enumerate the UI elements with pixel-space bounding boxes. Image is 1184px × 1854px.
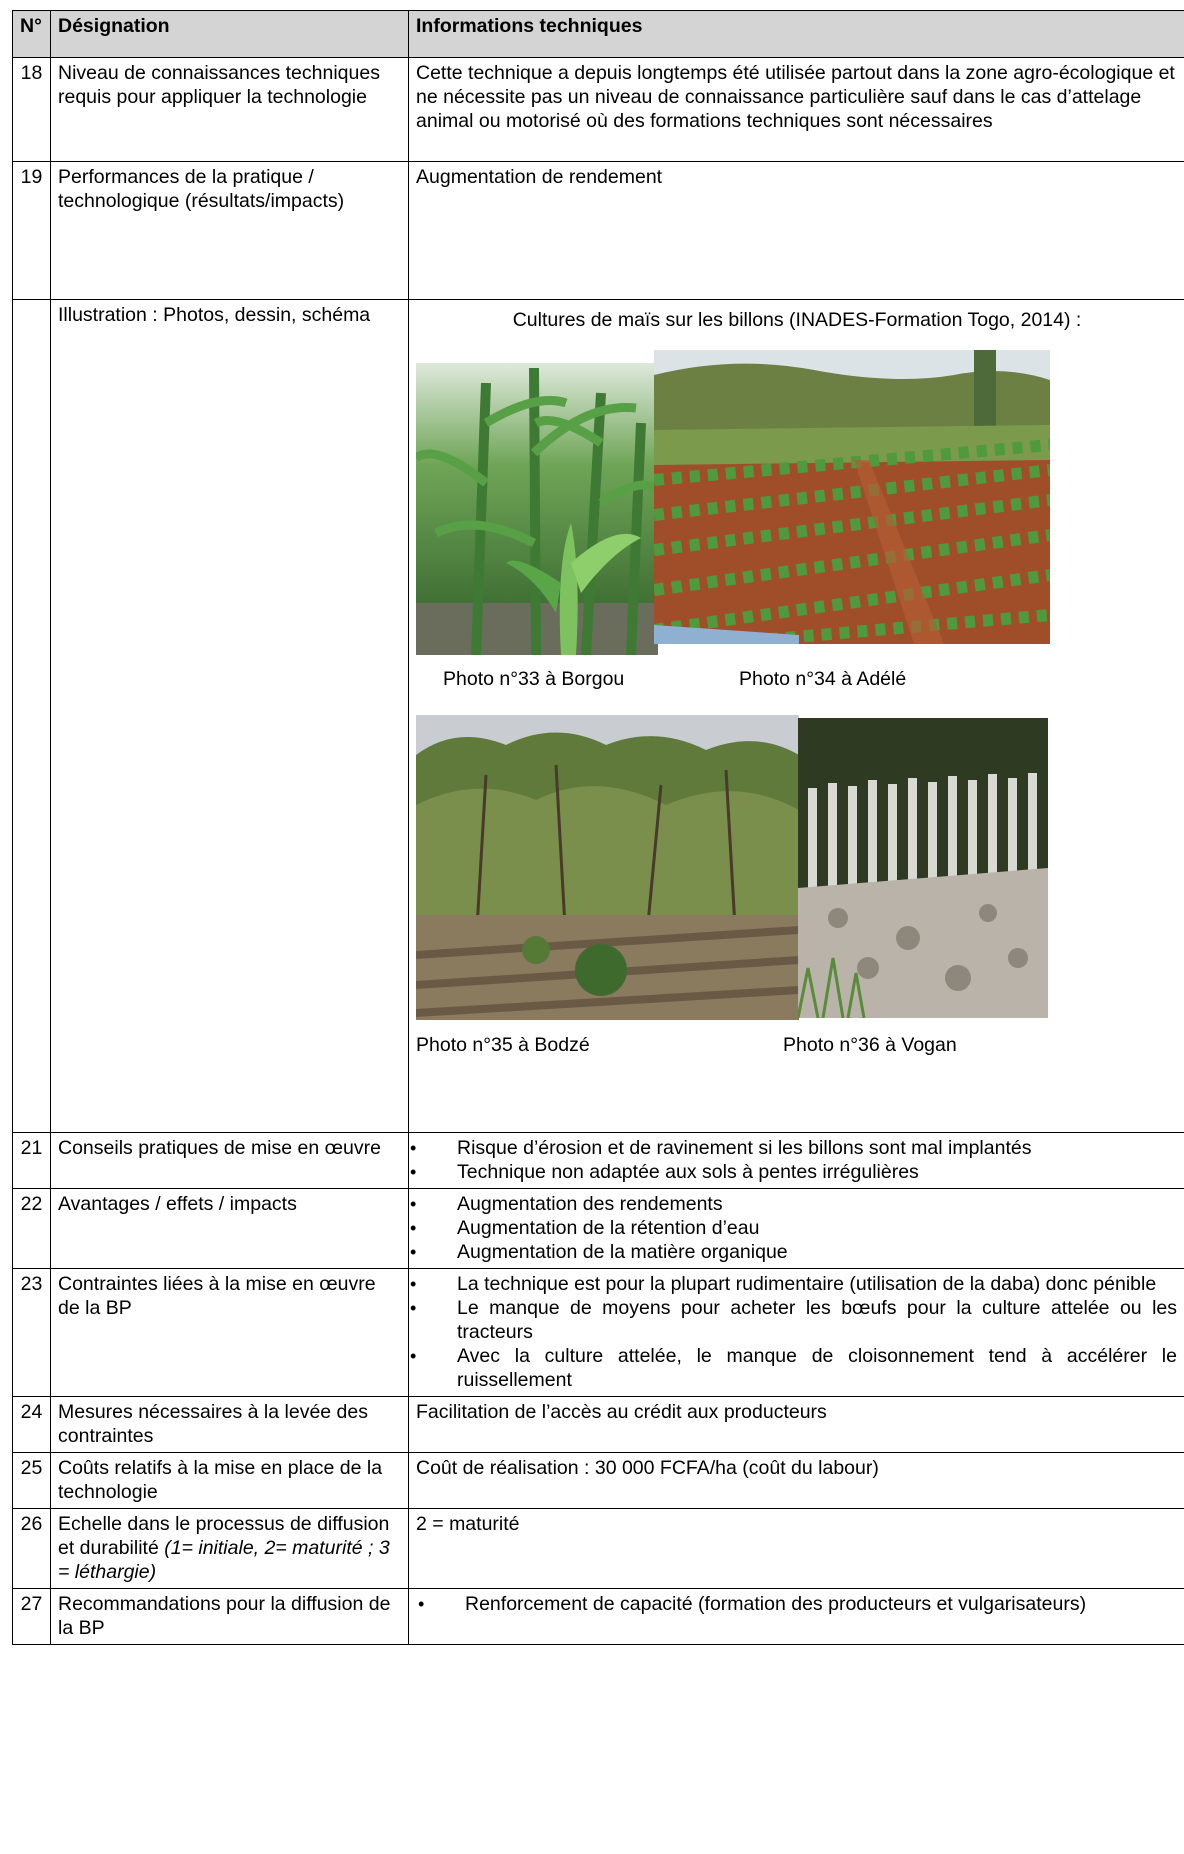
illustration-cell [409, 300, 1184, 1133]
row-designation: Niveau de connaissances techniques requis pour appliquer la technologie [51, 58, 409, 162]
bullet-list [409, 1272, 1177, 1392]
table-row [13, 1589, 1184, 1645]
table-row [13, 1453, 1184, 1509]
designation-scale-note: (1= initiale, 2= maturité ; 3 = léthargie) [58, 1537, 390, 1583]
designation-text: Echelle dans le processus de diffusion et durabilité [58, 1513, 390, 1559]
photo-maize-plants [416, 363, 658, 655]
row-info: Facilitation de l’accès au crédit aux producteurs [409, 1397, 1184, 1453]
bullet-list [409, 1192, 1177, 1264]
row-num: 22 [13, 1189, 51, 1269]
row-designation: Mesures nécessaires à la levée des contraintes [51, 1397, 409, 1453]
photo-tilled-soil-fence [798, 718, 1048, 1018]
row-designation: Coûts relatifs à la mise en place de la technologie [51, 1453, 409, 1509]
row-info [409, 1189, 1184, 1269]
list-item: • Augmentation des rendements [409, 1192, 1177, 1216]
list-item: • Augmentation de la matière organique [409, 1240, 1177, 1264]
table-row [13, 162, 1184, 300]
row-designation [51, 1509, 409, 1589]
bullet-list [409, 1136, 1177, 1184]
row-info [409, 1589, 1184, 1645]
photo-ridged-field [654, 350, 1050, 644]
row-num: 23 [13, 1269, 51, 1397]
illustration-row [13, 300, 1184, 1133]
row-info: Augmentation de rendement [409, 162, 1184, 300]
header-num: N° [13, 11, 51, 58]
list-item: • Le manque de moyens pour acheter les bœufs pour la culture attelée ou les tracteurs [409, 1296, 1177, 1344]
photo-caption: Photo n°36 à Vogan [783, 1034, 957, 1056]
list-item: • La technique est pour la plupart rudimentaire (utilisation de la daba) donc pénible [409, 1272, 1177, 1296]
row-num: 25 [13, 1453, 51, 1509]
photo-ridges-under-trees [416, 715, 799, 1020]
row-info [409, 1269, 1184, 1397]
row-num: 27 [13, 1589, 51, 1645]
row-num: 19 [13, 162, 51, 300]
list-item: • Augmentation de la rétention d’eau [409, 1216, 1177, 1240]
row-info: Cette technique a depuis longtemps été utilisée partout dans la zone agro-écologique et ne nécessite pas un niveau de connaissance particulière sauf dans le cas d’attelage animal ou motorisé où des formations techniques sont nécessaires [409, 58, 1184, 162]
row-num: 21 [13, 1133, 51, 1189]
table-row [13, 1133, 1184, 1189]
list-item: • Avec la culture attelée, le manque de cloisonnement tend à accélérer le ruissellement [409, 1344, 1177, 1392]
list-item: • Technique non adaptée aux sols à pentes irrégulières [409, 1160, 1177, 1184]
row-designation: Recommandations pour la diffusion de la BP [51, 1589, 409, 1645]
list-item: • Risque d’érosion et de ravinement si les billons sont mal implantés [409, 1136, 1177, 1160]
header-row [13, 11, 1184, 58]
illustration-title: Cultures de maïs sur les billons (INADES-Formation Togo, 2014) : [512, 309, 1082, 331]
technical-sheet-table [12, 10, 1184, 1645]
row-designation: Contraintes liées à la mise en œuvre de la BP [51, 1269, 409, 1397]
table-row [13, 1189, 1184, 1269]
table-row [13, 1269, 1184, 1397]
row-designation: Illustration : Photos, dessin, schéma [51, 300, 409, 1133]
row-info [409, 1133, 1184, 1189]
header-info: Informations techniques [409, 11, 1184, 58]
row-num: 18 [13, 58, 51, 162]
photo-caption: Photo n°35 à Bodzé [416, 1034, 590, 1056]
table-row [13, 1397, 1184, 1453]
list-item: • Renforcement de capacité (formation des producteurs et vulgarisateurs) [417, 1592, 1177, 1616]
row-designation: Performances de la pratique / technologique (résultats/impacts) [51, 162, 409, 300]
bullet-list [417, 1592, 1177, 1616]
photo-caption: Photo n°33 à Borgou [443, 668, 625, 690]
row-num: 24 [13, 1397, 51, 1453]
table-row [13, 58, 1184, 162]
table-row [13, 1509, 1184, 1589]
row-num: 26 [13, 1509, 51, 1589]
row-info: Coût de réalisation : 30 000 FCFA/ha (coût du labour) [409, 1453, 1184, 1509]
row-num [13, 300, 51, 1133]
header-designation: Désignation [51, 11, 409, 58]
row-designation: Avantages / effets / impacts [51, 1189, 409, 1269]
photo-caption: Photo n°34 à Adélé [739, 668, 907, 690]
row-info: 2 = maturité [409, 1509, 1184, 1589]
row-designation: Conseils pratiques de mise en œuvre [51, 1133, 409, 1189]
